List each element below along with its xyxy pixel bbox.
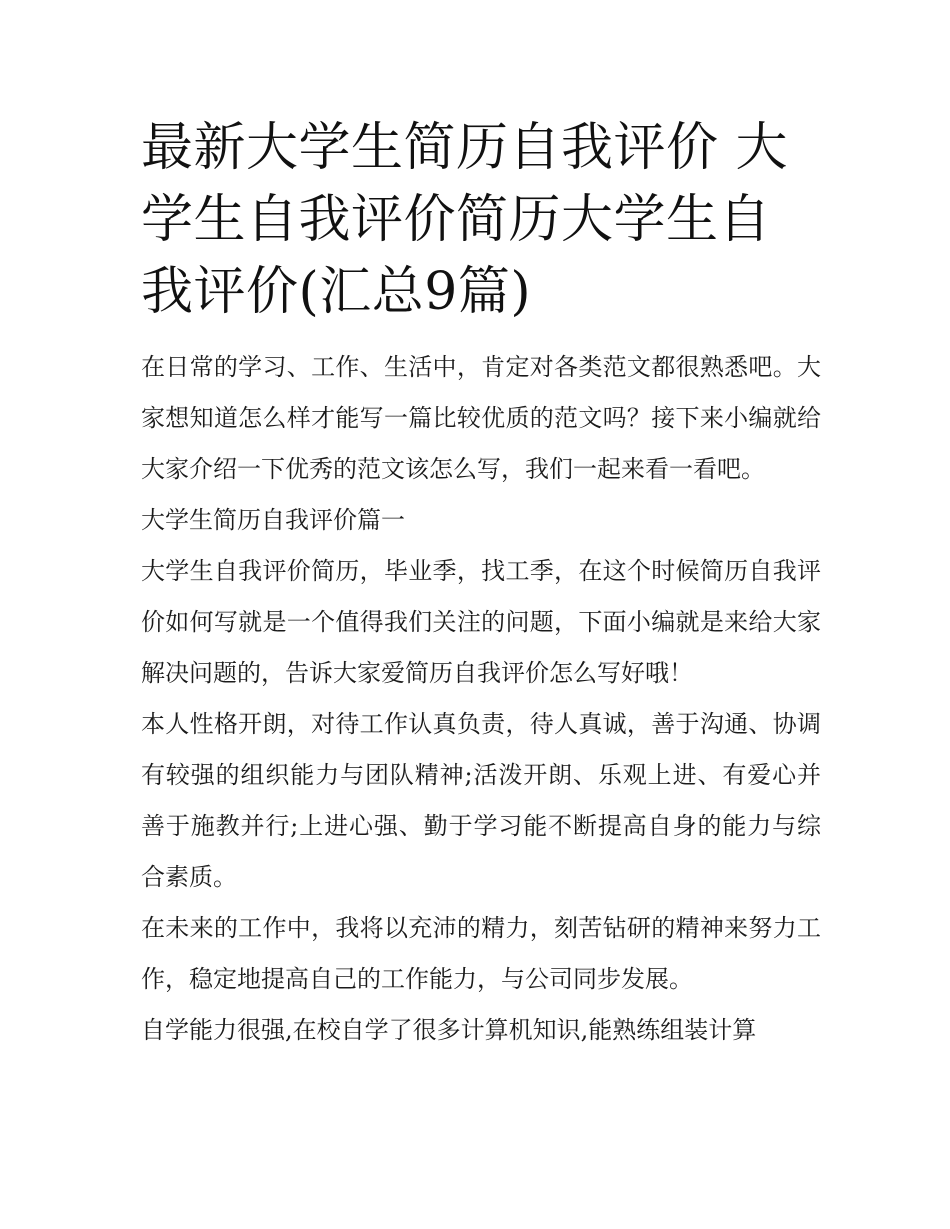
body-paragraph: 自学能力很强,在校自学了很多计算机知识,能熟练组装计算: [141, 1016, 757, 1044]
document-content: [141, 112, 821, 1056]
body-paragraph: 大学生自我评价简历，毕业季，找工季，在这个时候简历自我评价如何写就是一个值得我们关注的问题，下面小编就是来给大家解决问题的，告诉大家爱简历自我评价怎么写好哦！: [141, 557, 821, 687]
body-paragraph: 在未来的工作中，我将以充沛的精力，刻苦钻研的精神来努力工作，稳定地提高自己的工作能力，与公司同步发展。: [141, 914, 821, 993]
section-heading: 大学生简历自我评价篇一: [141, 506, 405, 534]
intro-paragraph: 在日常的学习、工作、生活中，肯定对各类范文都很熟悉吧。大家想知道怎么样才能写一篇比较优质的范文吗？接下来小编就给大家介绍一下优秀的范文该怎么写，我们一起来看一看吧。: [141, 353, 821, 483]
body-paragraph: 本人性格开朗，对待工作认真负责，待人真诚，善于沟通、协调有较强的组织能力与团队精神;活泼开朗、乐观上进、有爱心并善于施教并行;上进心强、勤于学习能不断提高自身的能力与综合素质。: [141, 710, 821, 891]
document-body: [141, 342, 821, 1056]
document-title: 最新大学生简历自我评价 大学生自我评价简历大学生自我评价(汇总9篇): [141, 118, 789, 322]
